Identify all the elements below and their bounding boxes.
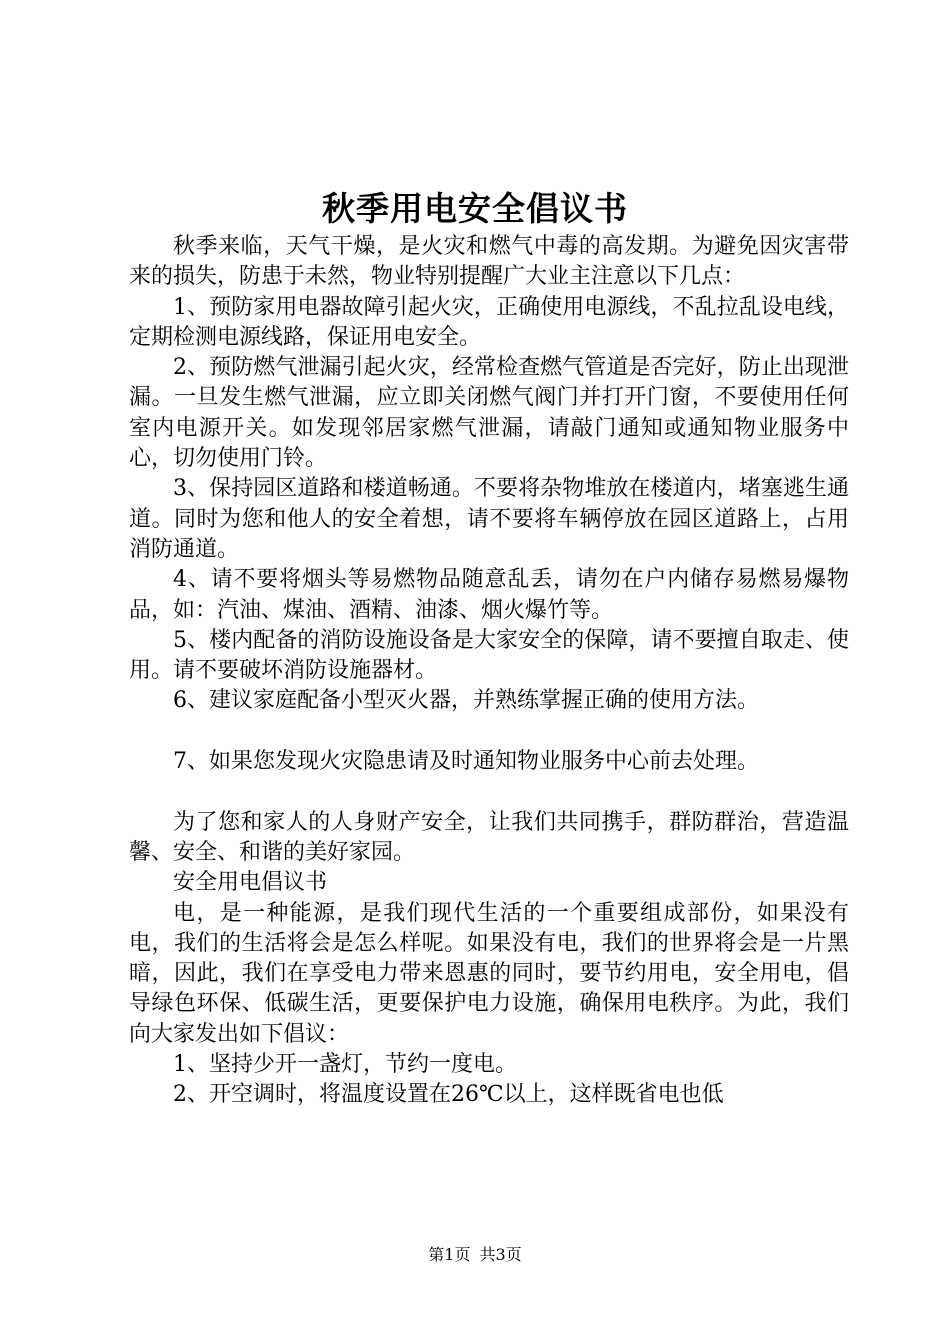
closing-paragraph: 为了您和家人的人身财产安全，让我们共同携手，群防群治，营造温馨、安全、和谐的美好家园。 — [129, 809, 849, 865]
list-item-6: 6、建议家庭配备小型灭火器，并熟练掌握正确的使用方法。 — [173, 688, 759, 714]
list-item-3: 3、保持园区道路和楼道畅通。不要将杂物堆放在楼道内，堵塞逃生通道。同时为您和他人的安全着想，请不要将车辆停放在园区道路上，占用消防通道。 — [129, 476, 849, 562]
document-title: 秋季用电安全倡议书 — [322, 189, 628, 228]
section-list-item-1: 1、坚持少开一盏灯，节约一度电。 — [173, 1052, 517, 1078]
page-footer — [0, 1244, 950, 1266]
section-heading: 安全用电倡议书 — [173, 870, 328, 896]
list-item-5: 5、楼内配备的消防设施设备是大家安全的保障，请不要擅自取走、使用。请不要破坏消防设施器材。 — [129, 627, 849, 684]
section-list-item-2: 2、开空调时，将温度设置在26℃以上，这样既省电也低 — [173, 1082, 724, 1108]
page-total: 共3页 — [479, 1245, 522, 1264]
document-body — [129, 232, 849, 1111]
list-item-1: 1、预防家用电器故障引起火灾，正确使用电源线，不乱拉乱设电线，定期检测电源线路，保证用电安全。 — [129, 294, 849, 350]
list-item-4: 4、请不要将烟头等易燃物品随意乱丢，请勿在户内储存易燃易爆物品，如：汽油、煤油、酒精、油漆、烟火爆竹等。 — [129, 567, 849, 623]
section-intro-paragraph: 电，是一种能源，是我们现代生活的一个重要组成部份，如果没有电，我们的生活将会是怎么样呢。如果没有电，我们的世界将会是一片黑暗，因此，我们在享受电力带来恩惠的同时，要节约用电，安全用电，倡导绿色环保、低碳生活，更要保护电力设施，确保用电秩序。为此，我们向大家发出如下倡议： — [129, 900, 849, 1047]
list-item-2: 2、预防燃气泄漏引起火灾，经常检查燃气管道是否完好，防止出现泄漏。一旦发生燃气泄漏，应立即关闭燃气阀门并打开门窗，不要使用任何室内电源开关。如发现邻居家燃气泄漏，请敲门通知或通知物业服务中心，切勿使用门铃。 — [129, 355, 849, 472]
list-item-7: 7、如果您发现火灾隐患请及时通知物业服务中心前去处理。 — [173, 749, 759, 775]
page-number: 第1页 — [428, 1245, 471, 1264]
blank-line — [129, 717, 849, 747]
blank-line — [129, 777, 849, 807]
intro-paragraph: 秋季来临，天气干燥，是火灾和燃气中毒的高发期。为避免因灾害带来的损失，防患于未然，物业特别提醒广大业主注意以下几点： — [129, 234, 849, 290]
